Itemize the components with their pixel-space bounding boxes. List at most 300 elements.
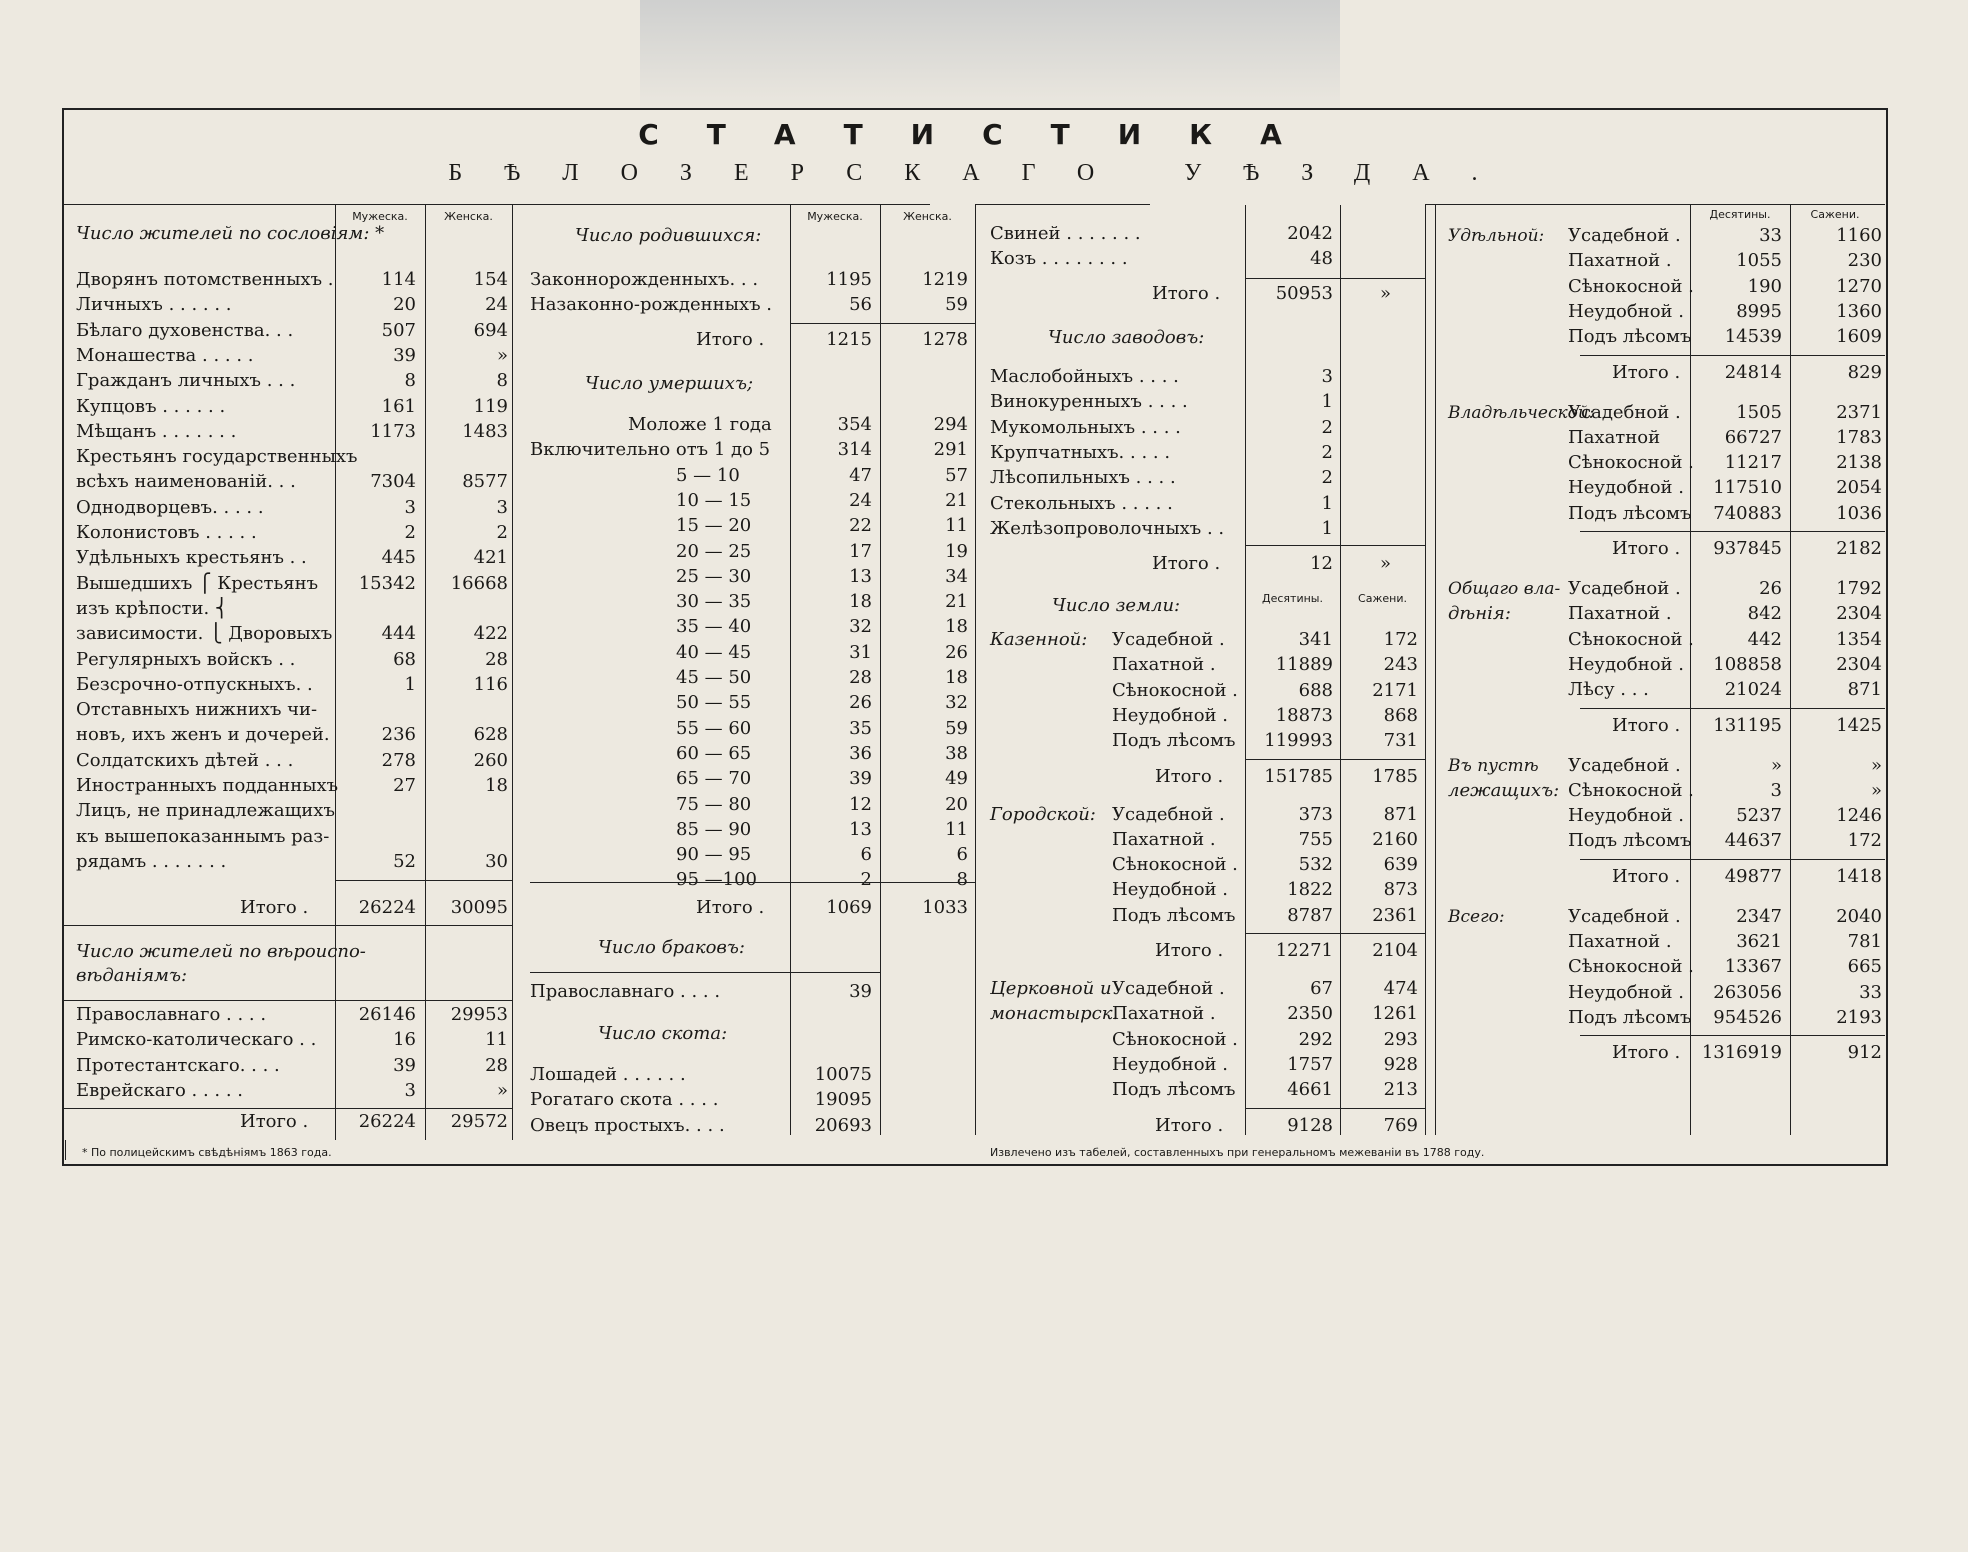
total-male: 26224 (358, 897, 416, 918)
land-sazheni: 731 (1383, 730, 1418, 752)
estate-female: 116 (473, 673, 508, 695)
death-age-label: 5 — 10 (676, 464, 740, 486)
death-female: 294 (933, 414, 968, 435)
header-female: Женска. (903, 210, 952, 223)
death-female: 20 (945, 793, 968, 815)
plant-count: 1 (1321, 517, 1333, 539)
land-sazheni: 243 (1383, 654, 1418, 676)
religion-label: Протестантскаго. . . . (76, 1054, 280, 1076)
header-male: Мужеска. (807, 210, 863, 223)
land-group-name: Казенной: (990, 629, 1088, 650)
land-type-label: Неудобной . (1112, 879, 1228, 901)
death-age-label: 55 — 60 (676, 717, 752, 739)
column-rule (1790, 205, 1791, 1135)
total-female: 1278 (922, 329, 968, 350)
estate-label: Удѣльныхъ крестьянъ . . (76, 547, 307, 569)
paper-smudge (640, 0, 1340, 110)
estate-female: 16668 (450, 572, 508, 594)
land-desyatiny: 117510 (1713, 477, 1782, 499)
land-sazheni: 665 (1847, 956, 1882, 978)
death-female: 6 (956, 844, 968, 866)
death-female: 18 (945, 667, 968, 688)
estate-label: Колонистовъ . . . . . (76, 522, 257, 543)
total-rule (1245, 545, 1425, 546)
land-desyatiny: 292 (1298, 1028, 1333, 1050)
land-desyatiny: 1757 (1287, 1053, 1333, 1075)
death-male: 32 (849, 616, 872, 638)
page-title: СТАТИСТИКА (638, 118, 1330, 151)
total-male: 1069 (826, 897, 872, 918)
land-group-name-2: лежащихъ: (1448, 779, 1560, 801)
land-sazheni: 1360 (1836, 300, 1882, 322)
footnote-police: * По полицейскимъ свѣдѣніямъ 1863 года. (82, 1146, 332, 1159)
land-sazheni: 873 (1383, 879, 1418, 901)
column-rule (1435, 205, 1436, 1135)
plant-label: Винокуренныхъ . . . . (990, 391, 1188, 413)
land-type-label: Пахатной . (1568, 931, 1672, 952)
total-label: Итого . (1155, 940, 1224, 961)
total-male: 1215 (826, 329, 872, 350)
estate-female: 24 (485, 294, 508, 316)
death-male: 24 (849, 489, 872, 511)
death-male: 354 (837, 414, 872, 435)
total-label: Итого . (1612, 865, 1681, 887)
land-sazheni: 1609 (1836, 326, 1882, 348)
land-type-label: Подъ лѣсомъ (1112, 1079, 1236, 1101)
land-desyatiny: 842 (1747, 603, 1782, 625)
death-age-label: 35 — 40 (676, 616, 752, 638)
estate-female: » (496, 344, 508, 366)
land-desyatiny: 442 (1747, 628, 1782, 650)
land-sazheni: 871 (1383, 803, 1418, 825)
land-sazheni: 781 (1847, 931, 1882, 952)
estate-label: новъ, ихъ женъ и дочерей. (76, 724, 330, 746)
land-desyatiny: 532 (1298, 854, 1333, 876)
total-rule (1245, 933, 1425, 934)
land-type-label: Сѣнокосной . (1568, 956, 1694, 978)
land-desyatiny: 5237 (1736, 805, 1782, 827)
estate-male: 8 (404, 370, 416, 392)
land-sazheni: 2304 (1836, 603, 1882, 625)
land-type-label: Усадебной . (1568, 225, 1681, 246)
religion-male: 26146 (358, 1004, 416, 1025)
land-desyatiny: 11889 (1275, 654, 1333, 676)
death-age-label: 50 — 55 (676, 692, 752, 714)
total-rule (1580, 859, 1885, 860)
land-desyatiny: 8787 (1287, 904, 1333, 926)
land-type-label: Лѣсу . . . (1568, 679, 1649, 701)
cattle-label: Овецъ простыхъ. . . . (530, 1114, 725, 1136)
estate-male: 7304 (370, 471, 416, 493)
estate-male: 3 (404, 496, 416, 518)
death-male: 13 (849, 565, 872, 587)
land-type-label: Неудобной . (1568, 300, 1684, 322)
land-sazheni: 639 (1383, 854, 1418, 876)
total-label: Итого . (1152, 553, 1221, 574)
estate-female: 154 (473, 269, 508, 290)
death-age-label: Включительно отъ 1 до 5 (530, 439, 771, 461)
total-rule (335, 880, 512, 881)
plant-label: Стекольныхъ . . . . . (990, 492, 1173, 514)
total-rule (1245, 278, 1425, 279)
death-male: 28 (849, 667, 872, 688)
header-desyatiny: Десятины. (1262, 592, 1323, 605)
total-desyatiny: 131195 (1713, 714, 1782, 736)
land-sazheni: » (1870, 754, 1882, 776)
death-male: 36 (849, 742, 872, 764)
death-female: 21 (945, 489, 968, 511)
estate-label: Гражданъ личныхъ . . . (76, 370, 296, 392)
total-desyatiny: 24814 (1724, 361, 1782, 383)
section-rule (64, 925, 512, 926)
death-female: 49 (945, 768, 968, 790)
birth-label: Законнорожденныхъ. . . (530, 269, 759, 290)
land-group-name: Общаго вла- (1448, 579, 1561, 599)
column-rule (1425, 205, 1426, 1135)
total-female: 30095 (450, 897, 508, 918)
land-desyatiny: 2350 (1287, 1003, 1333, 1025)
death-female: 59 (945, 717, 968, 739)
land-desyatiny: 1055 (1736, 250, 1782, 272)
land-type-label: Усадебной . (1568, 905, 1681, 927)
religion-label: Православнаго . . . . (76, 1004, 267, 1025)
total-sazheni: 1785 (1372, 765, 1418, 787)
header-rule (1425, 204, 1885, 205)
death-age-label: 10 — 15 (676, 489, 752, 511)
total-sazh: » (1380, 553, 1392, 574)
total-desyatiny: 9128 (1287, 1114, 1333, 1136)
total-male: 26224 (358, 1111, 416, 1132)
header-male: Мужеска. (352, 210, 408, 223)
land-desyatiny: 11217 (1724, 452, 1782, 474)
death-male: 13 (849, 818, 872, 840)
land-sazheni: 2371 (1836, 401, 1882, 423)
plant-count: 2 (1321, 441, 1333, 463)
header-sazheni: Сажени. (1358, 592, 1407, 605)
total-label: Итого . (1612, 361, 1681, 383)
land-group-name-2: дѣнія: (1448, 603, 1511, 625)
death-age-label: 75 — 80 (676, 793, 752, 815)
death-age-label: 40 — 45 (676, 641, 752, 663)
birth-female: 59 (945, 294, 968, 316)
total-label: Итого . (240, 1111, 309, 1132)
total-label: Итого . (1155, 1114, 1224, 1136)
land-sazheni: 172 (1847, 830, 1882, 852)
death-age-label: 20 — 25 (676, 540, 752, 562)
religion-label: Римско-католическаго . . (76, 1029, 317, 1051)
estate-female: 1483 (462, 420, 508, 442)
land-desyatiny: 755 (1298, 828, 1333, 850)
land-type-label: Пахатной . (1112, 828, 1216, 850)
land-sazheni: 1261 (1372, 1003, 1418, 1025)
death-age-label: 45 — 50 (676, 667, 752, 688)
section-rule (530, 972, 880, 973)
livestock-label: Козъ . . . . . . . . (990, 248, 1128, 270)
estate-label: Купцовъ . . . . . . (76, 395, 226, 417)
religion-female: » (496, 1079, 508, 1101)
land-desyatiny: 3621 (1736, 931, 1782, 952)
death-age-label: 90 — 95 (676, 844, 752, 866)
land-sazheni: 928 (1383, 1053, 1418, 1075)
total-sazh: » (1380, 283, 1392, 304)
religion-male: 16 (393, 1029, 416, 1051)
total-desyatiny: 49877 (1724, 865, 1782, 887)
death-male: 12 (849, 793, 872, 815)
religion-female: 11 (485, 1029, 508, 1051)
section-heading-land: Число земли: (1052, 595, 1181, 616)
plant-label: Крупчатныхъ. . . . . (990, 441, 1171, 463)
estate-male: 278 (381, 749, 416, 771)
land-sazheni: 1036 (1836, 502, 1882, 524)
death-age-label: 15 — 20 (676, 515, 752, 537)
land-desyatiny: 4661 (1287, 1079, 1333, 1101)
death-male: 18 (849, 591, 872, 613)
estate-label: зависимости. ⎩ Дворовыхъ (76, 623, 333, 645)
estate-label: Дворянъ потомственныхъ . (76, 269, 334, 290)
land-type-label: Пахатной . (1112, 1003, 1216, 1025)
land-type-label: Сѣнокосной . (1112, 679, 1238, 701)
total-rule (790, 323, 975, 324)
land-group-name: Всего: (1448, 906, 1505, 927)
total-value: 12 (1310, 553, 1333, 574)
land-sazheni: 1792 (1836, 578, 1882, 599)
land-type-label: Сѣнокосной . (1112, 1028, 1238, 1050)
marriage-label: Православнаго . . . . (530, 981, 721, 1002)
land-type-label: Пахатной . (1568, 603, 1672, 625)
land-sazheni: 474 (1383, 978, 1418, 999)
land-desyatiny: 1822 (1287, 879, 1333, 901)
land-sazheni: 213 (1383, 1079, 1418, 1101)
land-type-label: Сѣнокосной . (1112, 854, 1238, 876)
total-sazheni: 912 (1847, 1042, 1882, 1064)
estate-label: Однодворцевъ. . . . . (76, 496, 264, 518)
land-desyatiny: 740883 (1713, 502, 1782, 524)
land-sazheni: 2040 (1836, 905, 1882, 927)
section-heading-cattle: Число скота: (598, 1023, 728, 1044)
religion-label: Еврейскаго . . . . . (76, 1079, 243, 1101)
estate-label: рядамъ . . . . . . . (76, 850, 227, 872)
death-female: 38 (945, 742, 968, 764)
land-desyatiny: 18873 (1275, 704, 1333, 726)
land-desyatiny: 2347 (1736, 905, 1782, 927)
death-female: 34 (945, 565, 968, 587)
estate-label: къ вышепоказаннымъ раз- (76, 825, 330, 847)
land-type-label: Пахатной . (1568, 250, 1672, 272)
land-type-label: Сѣнокосной . (1568, 628, 1694, 650)
land-sazheni: 871 (1847, 679, 1882, 701)
estate-female: 628 (473, 724, 508, 746)
death-female: 19 (945, 540, 968, 562)
land-desyatiny: 67 (1310, 978, 1333, 999)
section-rule (64, 1000, 512, 1001)
land-desyatiny: 13367 (1724, 956, 1782, 978)
land-desyatiny: 341 (1298, 629, 1333, 650)
land-type-label: Подъ лѣсомъ (1112, 904, 1236, 926)
land-group-name: Въ пустѣ (1448, 755, 1539, 776)
land-type-label: Неудобной . (1568, 477, 1684, 499)
land-sazheni: 868 (1383, 704, 1418, 726)
estate-male: 27 (393, 775, 416, 796)
header-desyatiny: Десятины. (1709, 208, 1771, 221)
death-male: 35 (849, 717, 872, 739)
land-desyatiny: » (1770, 754, 1782, 776)
birth-label: Назаконно-рожденныхъ . (530, 294, 772, 316)
land-sazheni: 1783 (1836, 426, 1882, 448)
estate-label: Бѣлаго духовенства. . . (76, 319, 294, 341)
land-type-label: Неудобной . (1568, 653, 1684, 675)
death-male: 22 (849, 515, 872, 537)
plant-count: 3 (1321, 366, 1333, 387)
estate-label: Лицъ, не принадлежащихъ (76, 800, 335, 822)
livestock-count: 48 (1310, 248, 1333, 270)
death-female: 11 (945, 515, 968, 537)
column-rule (975, 205, 976, 1135)
estate-male: 20 (393, 294, 416, 316)
total-desyatiny: 937845 (1713, 538, 1782, 559)
total-desyatiny: 1316919 (1701, 1042, 1782, 1064)
land-type-label: Сѣнокосной . (1568, 452, 1694, 474)
cattle-label: Рогатаго скота . . . . (530, 1089, 719, 1111)
estate-male: 114 (381, 269, 416, 290)
total-female: 29572 (450, 1111, 508, 1132)
land-sazheni: 1160 (1836, 225, 1882, 246)
religion-female: 29953 (450, 1004, 508, 1025)
estate-male: 236 (381, 724, 416, 746)
total-label: Итого . (1155, 765, 1224, 787)
plant-label: Маслобойныхъ . . . . (990, 366, 1179, 387)
birth-female: 1219 (922, 269, 968, 290)
total-label: Итого . (1612, 714, 1681, 736)
total-label: Итого . (240, 897, 309, 918)
total-rule (1580, 531, 1885, 532)
column-rule (512, 205, 513, 1140)
total-rule (1580, 1035, 1885, 1036)
estate-male: 52 (393, 850, 416, 872)
death-female: 291 (933, 439, 968, 461)
estate-female: 30 (485, 850, 508, 872)
section-heading-plants: Число заводовъ: (1048, 327, 1205, 348)
land-desyatiny: 14539 (1724, 326, 1782, 348)
land-desyatiny: 33 (1759, 225, 1782, 246)
land-sazheni: 2138 (1836, 452, 1882, 474)
total-label: Итого . (1612, 538, 1681, 559)
land-type-label: Усадебной . (1112, 803, 1225, 825)
total-sazheni: 2182 (1836, 538, 1882, 559)
land-type-label: Неудобной . (1112, 1053, 1228, 1075)
death-female: 32 (945, 692, 968, 714)
total-female: 1033 (922, 897, 968, 918)
land-desyatiny: 8995 (1736, 300, 1782, 322)
death-female: 18 (945, 616, 968, 638)
total-rule (1245, 759, 1425, 760)
land-sazheni: 1246 (1836, 805, 1882, 827)
land-type-label: Подъ лѣсомъ (1568, 1006, 1692, 1028)
estate-label: Монашества . . . . . (76, 344, 254, 366)
total-label: Итого . (1612, 1042, 1681, 1064)
birth-male: 56 (849, 294, 872, 316)
death-male: 47 (849, 464, 872, 486)
plant-count: 1 (1321, 391, 1333, 413)
death-female: 26 (945, 641, 968, 663)
header-female: Женска. (444, 210, 493, 223)
column-rule (65, 1140, 66, 1160)
cattle-count: 20693 (814, 1114, 872, 1136)
plant-count: 1 (1321, 492, 1333, 514)
death-age-label: 95 —100 (676, 869, 757, 891)
land-sazheni: 1270 (1836, 275, 1882, 297)
land-sazheni: 2054 (1836, 477, 1882, 499)
land-sazheni: 293 (1383, 1028, 1418, 1050)
land-desyatiny: 1505 (1736, 401, 1782, 423)
page-subtitle: БѢЛОЗЕРСКАГО УѢЗДА. (448, 160, 1520, 186)
total-label: Итого . (696, 329, 765, 350)
estate-female: 8577 (462, 471, 508, 493)
death-age-label: Моложе 1 года (628, 414, 772, 435)
death-age-label: 25 — 30 (676, 565, 752, 587)
header-rule (975, 204, 1150, 205)
religion-male: 39 (393, 1054, 416, 1076)
land-sazheni: 2361 (1372, 904, 1418, 926)
land-group-name-2: монастырск. (990, 1003, 1119, 1025)
land-desyatiny: 688 (1298, 679, 1333, 701)
plant-count: 2 (1321, 467, 1333, 489)
estate-female: 260 (473, 749, 508, 771)
total-label: Итого . (1152, 283, 1221, 304)
land-sazheni: 2171 (1372, 679, 1418, 701)
death-female: 57 (945, 464, 968, 486)
total-sazheni: 1425 (1836, 714, 1882, 736)
land-sazheni: 2160 (1372, 828, 1418, 850)
land-type-label: Усадебной . (1112, 629, 1225, 650)
death-age-label: 65 — 70 (676, 768, 752, 790)
total-label: Итого . (696, 897, 765, 918)
cattle-count: 19095 (814, 1089, 872, 1111)
land-group-name: Удѣльной: (1448, 226, 1545, 246)
estate-male: 1173 (370, 420, 416, 442)
death-male: 6 (860, 844, 872, 866)
land-type-label: Неудобной . (1112, 704, 1228, 726)
plant-label: Мукомольныхъ . . . . (990, 416, 1181, 438)
total-sazheni: 769 (1383, 1114, 1418, 1136)
livestock-label: Свиней . . . . . . . (990, 223, 1141, 244)
estate-male: 161 (381, 395, 416, 417)
land-type-label: Подъ лѣсомъ (1568, 502, 1692, 524)
cattle-count: 10075 (814, 1064, 872, 1085)
section-heading-religion: Число жителей по вѣроиспо- (76, 941, 366, 962)
footnote-survey: Извлечено изъ табелей, составленныхъ при генеральномъ межеваніи въ 1788 году. (990, 1146, 1485, 1159)
section-heading-estates: Число жителей по сословіям: * (76, 223, 385, 244)
estate-male: 444 (381, 623, 416, 645)
estate-female: 694 (473, 319, 508, 341)
land-type-label: Пахатной (1568, 426, 1661, 448)
estate-label: Вышедшихъ ⎧ Крестьянъ (76, 572, 319, 594)
religion-male: 3 (404, 1079, 416, 1101)
land-group-name: Владѣльческой: (1448, 402, 1595, 423)
land-group-name: Церковной и (990, 978, 1112, 999)
estate-label: Солдатскихъ дѣтей . . . (76, 749, 294, 771)
estate-female: 8 (496, 370, 508, 392)
land-desyatiny: 3 (1770, 779, 1782, 801)
total-sazheni: 1418 (1836, 865, 1882, 887)
land-type-label: Подъ лѣсомъ (1568, 830, 1692, 852)
land-type-label: Неудобной . (1568, 805, 1684, 827)
estate-label: Мѣщанъ . . . . . . . (76, 420, 237, 442)
cattle-label: Лошадей . . . . . . (530, 1064, 686, 1085)
land-group-name: Городской: (990, 803, 1096, 825)
land-sazheni: » (1870, 779, 1882, 801)
land-type-label: Усадебной . (1568, 401, 1681, 423)
estate-label: Крестьянъ государственныхъ (76, 446, 358, 468)
